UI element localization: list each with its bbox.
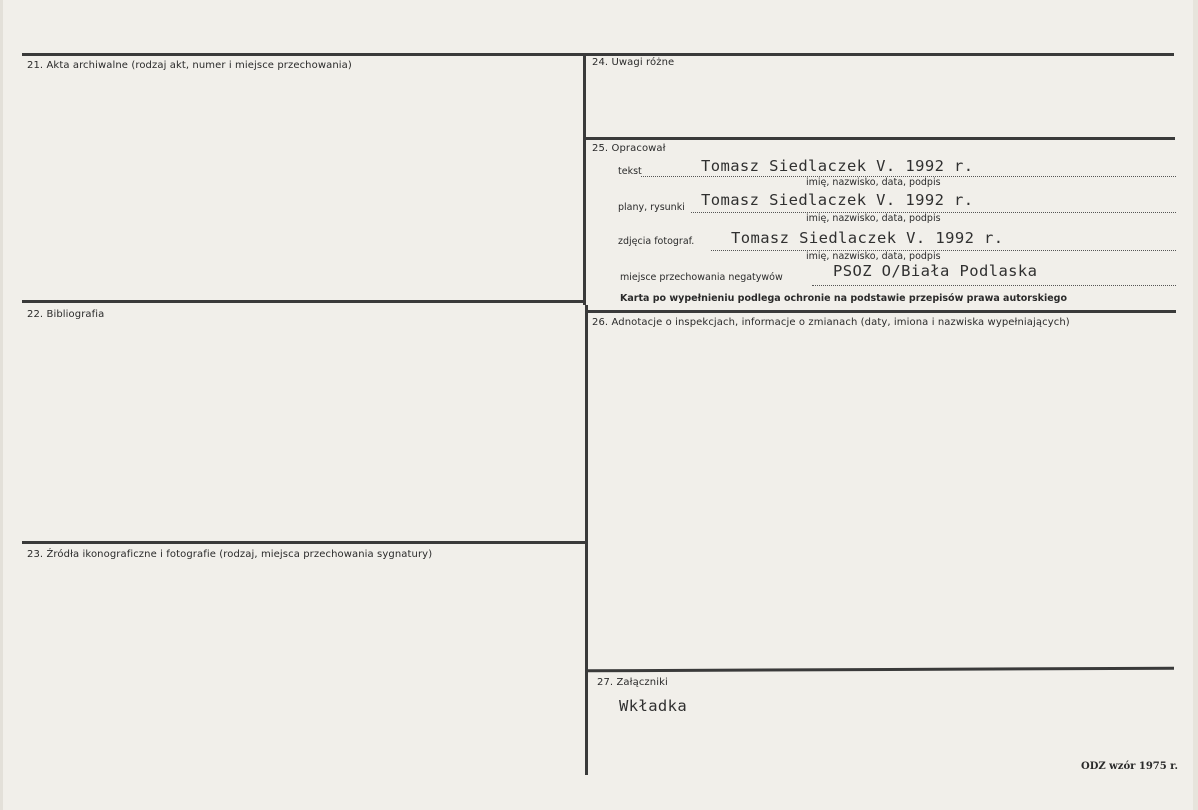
section-25-label: 25. Opracował: [592, 143, 666, 154]
zdjecia-caption: imię, nazwisko, data, podpis: [806, 251, 941, 262]
section-26-label: 26. Adnotacje o inspekcjach, informacje o zmianach (daty, imiona i nazwiska wypełniających): [592, 317, 1070, 328]
center-divider-lower: [585, 305, 588, 775]
center-divider: [583, 55, 586, 305]
zdjecia-label: zdjęcia fotograf.: [618, 236, 695, 247]
section-23-label: 23. Źródła ikonograficzne i fotografie (rodzaj, miejsca przechowania sygnatury): [27, 549, 433, 560]
negatywy-label: miejsce przechowania negatywów: [620, 272, 783, 283]
rule-22: [22, 300, 585, 303]
rule-23: [22, 541, 586, 544]
tekst-value: Tomasz Siedlaczek V. 1992 r.: [701, 157, 974, 175]
rule-26: [586, 310, 1176, 313]
tekst-caption: imię, nazwisko, data, podpis: [806, 177, 941, 188]
negatywy-dotted-line: [812, 285, 1176, 286]
form-footer: ODZ wzór 1975 r.: [1081, 761, 1179, 772]
copyright-note: Karta po wypełnieniu podlega ochronie na podstawie przepisów prawa autorskiego: [620, 293, 1067, 304]
section-27-label: 27. Załączniki: [597, 677, 668, 688]
top-rule: [22, 53, 1174, 56]
paper-left-edge: [0, 0, 3, 810]
section-21-label: 21. Akta archiwalne (rodzaj akt, numer i miejsce przechowania): [27, 60, 352, 71]
plany-caption: imię, nazwisko, data, podpis: [806, 213, 941, 224]
rule-27: [588, 667, 1174, 673]
zdjecia-dotted-line: [711, 250, 1176, 251]
section-22-label: 22. Bibliografia: [27, 309, 105, 320]
paper-right-edge: [1193, 0, 1198, 810]
rule-25: [586, 137, 1175, 140]
tekst-label: tekst: [618, 166, 642, 177]
section-24-label: 24. Uwagi różne: [592, 57, 675, 68]
zalaczniki-value: Wkładka: [619, 697, 688, 715]
negatywy-value: PSOZ O/Biała Podlaska: [833, 262, 1038, 280]
zdjecia-value: Tomasz Siedlaczek V. 1992 r.: [731, 229, 1004, 247]
plany-label: plany, rysunki: [618, 202, 685, 213]
plany-value: Tomasz Siedlaczek V. 1992 r.: [701, 191, 974, 209]
